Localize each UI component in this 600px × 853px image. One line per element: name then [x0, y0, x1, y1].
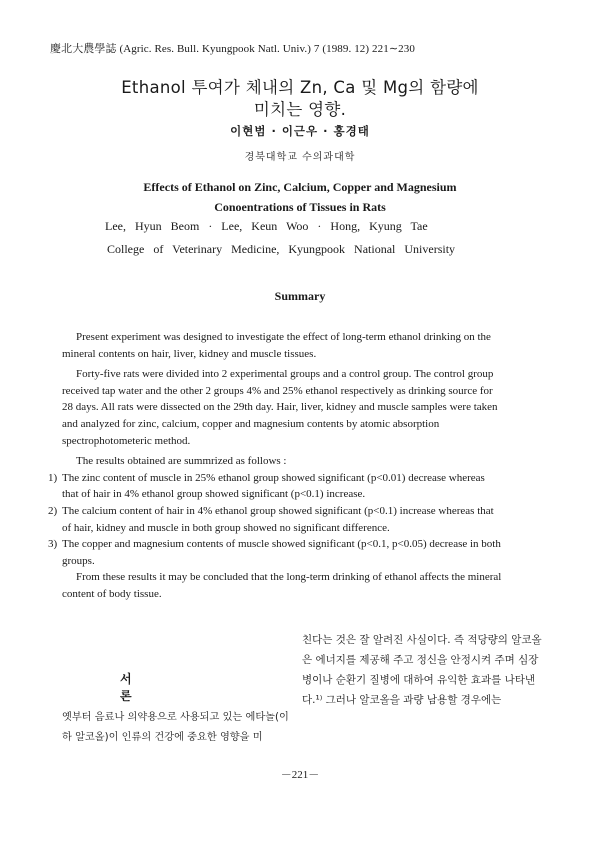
summary-paragraph-3: The results obtained are summrized as follows : — [76, 455, 287, 468]
summary-paragraph-4: From these results it may be concluded that the long-term drinking of ethanol affects the mineral content of body tissue. — [62, 571, 502, 600]
result-item-number: 2) — [48, 504, 58, 517]
result-item-text: The copper and magnesium contents of muscle showed significant (p<0.1, p<0.05) decrease in both groups. — [62, 538, 501, 567]
korean-title-line-1: Ethanol 투여가 체내의 Zn, Ca 및 Mg의 함량에 — [121, 78, 479, 97]
korean-authors: 이현범 · 이근우 · 홍경태 — [230, 124, 370, 138]
introduction-left-column: 옛부터 음료나 의약용으로 사용되고 있는 에타놀(이하 알코올)이 인류의 건강에 중요한 영향을 미 — [62, 712, 289, 743]
english-affiliation: College of Veterinary Medicine, Kyungpook National University — [107, 242, 456, 256]
korean-title-line-2: 미치는 영향. — [253, 100, 347, 119]
summary-paragraph-2: Forty-five rats were divided into 2 experimental groups and a control group. The control group received tap water and the other 2 groups 4% and 25% ethanol respectively as drinking source for 28 days. All rats were dissected on the 29th day. Hair, liver, kidney and muscle samples were taken and analyzed for zinc, calcium, copper and magnesium contents by atomic absorption spectrophotometeric method. — [62, 368, 498, 447]
english-authors: Lee, Hyun Beom · Lee, Keun Woo · Hong, Kyung Tae — [105, 219, 428, 233]
result-item-text: The calcium content of hair in 4% ethanol group showed significant (p<0.1) increase whereas that of hair, kidney and muscle in both group showed no significant difference. — [62, 504, 494, 534]
result-item-text: The zinc content of muscle in 25% ethanol group showed significant (p<0.01) decrease whereas that of hair in 4% ethanol group showed significant (p<0.1) increase. — [62, 471, 485, 501]
result-item-1 — [48, 470, 502, 503]
introduction-right-column: 친다는 것은 잘 알려진 사실이다. 즉 적당량의 알코올은 에너지를 제공해 주고 정신을 안정시켜 주며 심장병이나 순환기 질병에 대하여 유익한 효과를 나타낸다.¹⁾ 그러나 알코올을 과량 남용할 경우에는 — [302, 634, 542, 706]
result-item-3 — [48, 536, 502, 569]
summary-body — [48, 329, 502, 603]
result-item-number: 3) — [48, 538, 58, 551]
result-item-2 — [48, 503, 502, 536]
page-number: －221－ — [280, 769, 320, 781]
summary-paragraph-1: Present experiment was designed to investigate the effect of long-term ethanol drinking on the mineral contents on hair, liver, kidney and muscle tissues. — [62, 331, 491, 360]
result-item-number: 1) — [48, 471, 58, 484]
english-title-line-1: Effects of Ethanol on Zinc, Calcium, Copper and Magnesium — [143, 180, 457, 194]
summary-heading: Summary — [274, 289, 326, 303]
english-title-line-2: Conoentrations of Tissues in Rats — [214, 200, 386, 214]
journal-citation: 慶北大農學誌 (Agric. Res. Bull. Kyungpook Natl. Univ.) 7 (1989. 12) 221∼230 — [50, 43, 415, 55]
korean-affiliation: 경북대학교 수의과대학 — [244, 152, 356, 163]
introduction-heading: 서 론 — [120, 672, 154, 703]
